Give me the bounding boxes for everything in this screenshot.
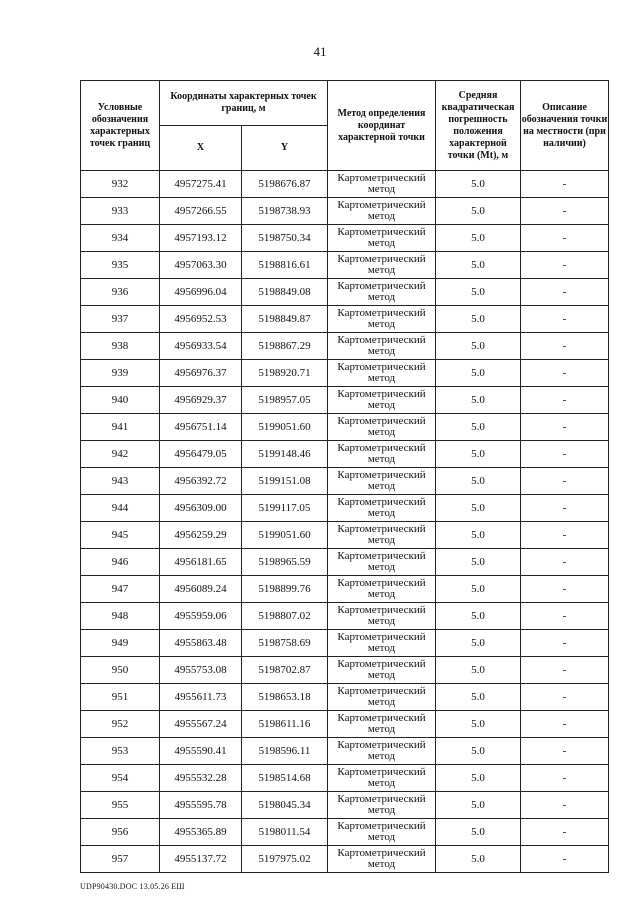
header-method: Метод определения координат характерной точки: [328, 81, 436, 171]
cell-point: 943: [81, 468, 160, 495]
cell-method: [328, 792, 436, 819]
cell-x: 4957266.55: [160, 198, 242, 225]
cell-accuracy: 5.0: [436, 549, 521, 576]
cell-y: 5199151.08: [242, 468, 328, 495]
method-line-2: метод: [367, 723, 396, 735]
method-line-2: метод: [367, 237, 396, 249]
method-line-2: метод: [367, 534, 396, 546]
cell-description: -: [521, 792, 609, 819]
cell-accuracy: 5.0: [436, 630, 521, 657]
method-line-2: метод: [367, 426, 396, 438]
cell-y: 5198611.16: [242, 711, 328, 738]
table-row: [81, 387, 609, 414]
table-row: [81, 198, 609, 225]
method-line-1: Картометрический: [337, 172, 426, 184]
cell-description: -: [521, 279, 609, 306]
method-line-1: Картометрический: [337, 847, 426, 859]
cell-point: 939: [81, 360, 160, 387]
cell-method: [328, 549, 436, 576]
cell-description: -: [521, 495, 609, 522]
cell-method: [328, 252, 436, 279]
table-row: [81, 441, 609, 468]
table-row: [81, 603, 609, 630]
table-row: [81, 684, 609, 711]
cell-point: 934: [81, 225, 160, 252]
cell-accuracy: 5.0: [436, 441, 521, 468]
cell-method: [328, 387, 436, 414]
cell-x: 4956952.53: [160, 306, 242, 333]
cell-x: 4956479.05: [160, 441, 242, 468]
cell-description: -: [521, 387, 609, 414]
cell-y: 5198807.02: [242, 603, 328, 630]
method-line-1: Картометрический: [337, 469, 426, 481]
table-row: [81, 306, 609, 333]
cell-x: 4955753.08: [160, 657, 242, 684]
cell-description: -: [521, 522, 609, 549]
cell-accuracy: 5.0: [436, 360, 521, 387]
cell-y: 5198738.93: [242, 198, 328, 225]
cell-y: 5198758.69: [242, 630, 328, 657]
cell-y: 5198045.34: [242, 792, 328, 819]
header-x: X: [160, 126, 242, 171]
cell-description: -: [521, 414, 609, 441]
cell-x: 4956751.14: [160, 414, 242, 441]
cell-x: 4955611.73: [160, 684, 242, 711]
cell-point: 948: [81, 603, 160, 630]
method-line-1: Картометрический: [337, 361, 426, 373]
method-line-1: Картометрический: [337, 658, 426, 670]
cell-method: [328, 333, 436, 360]
cell-description: -: [521, 306, 609, 333]
cell-point: 937: [81, 306, 160, 333]
method-line-2: метод: [367, 507, 396, 519]
cell-point: 945: [81, 522, 160, 549]
table-row: [81, 414, 609, 441]
method-line-1: Картометрический: [337, 442, 426, 454]
method-line-1: Картометрический: [337, 226, 426, 238]
cell-x: 4955959.06: [160, 603, 242, 630]
cell-y: 5198899.76: [242, 576, 328, 603]
cell-method: [328, 576, 436, 603]
cell-accuracy: 5.0: [436, 387, 521, 414]
cell-method: [328, 468, 436, 495]
table-row: [81, 738, 609, 765]
cell-description: -: [521, 171, 609, 198]
cell-accuracy: 5.0: [436, 765, 521, 792]
cell-method: [328, 630, 436, 657]
method-line-1: Картометрический: [337, 577, 426, 589]
cell-description: -: [521, 468, 609, 495]
cell-point: 957: [81, 846, 160, 873]
cell-x: 4955863.48: [160, 630, 242, 657]
cell-accuracy: 5.0: [436, 738, 521, 765]
page-number: 41: [313, 44, 327, 59]
cell-point: 949: [81, 630, 160, 657]
method-line-1: Картометрический: [337, 523, 426, 535]
coordinates-table: [80, 80, 609, 873]
cell-point: 944: [81, 495, 160, 522]
method-line-2: метод: [367, 642, 396, 654]
method-line-1: Картометрический: [337, 415, 426, 427]
cell-description: -: [521, 738, 609, 765]
header-accuracy: Средняя квадратическая погрешность положения характерной точки (Mt), м: [436, 81, 521, 171]
cell-accuracy: 5.0: [436, 279, 521, 306]
cell-x: 4955595.78: [160, 792, 242, 819]
table-row: [81, 495, 609, 522]
cell-point: 946: [81, 549, 160, 576]
cell-accuracy: 5.0: [436, 684, 521, 711]
cell-description: -: [521, 198, 609, 225]
cell-y: 5198596.11: [242, 738, 328, 765]
cell-description: -: [521, 360, 609, 387]
cell-accuracy: 5.0: [436, 522, 521, 549]
cell-y: 5198514.68: [242, 765, 328, 792]
cell-x: 4956259.29: [160, 522, 242, 549]
method-line-1: Картометрический: [337, 793, 426, 805]
cell-x: 4955567.24: [160, 711, 242, 738]
cell-y: 5198920.71: [242, 360, 328, 387]
cell-accuracy: 5.0: [436, 198, 521, 225]
cell-description: -: [521, 684, 609, 711]
cell-x: 4955590.41: [160, 738, 242, 765]
method-line-1: Картометрический: [337, 550, 426, 562]
table-row: [81, 765, 609, 792]
cell-x: 4957063.30: [160, 252, 242, 279]
cell-accuracy: 5.0: [436, 792, 521, 819]
cell-y: 5197975.02: [242, 846, 328, 873]
method-line-2: метод: [367, 804, 396, 816]
method-line-2: метод: [367, 588, 396, 600]
method-line-1: Картометрический: [337, 604, 426, 616]
cell-accuracy: 5.0: [436, 468, 521, 495]
table-row: [81, 333, 609, 360]
cell-method: [328, 279, 436, 306]
cell-x: 4956181.65: [160, 549, 242, 576]
cell-method: [328, 765, 436, 792]
cell-x: 4956929.37: [160, 387, 242, 414]
cell-description: -: [521, 333, 609, 360]
cell-description: -: [521, 549, 609, 576]
cell-accuracy: 5.0: [436, 414, 521, 441]
method-line-2: метод: [367, 291, 396, 303]
cell-description: -: [521, 630, 609, 657]
cell-y: 5198676.87: [242, 171, 328, 198]
cell-description: -: [521, 846, 609, 873]
method-line-2: метод: [367, 777, 396, 789]
table-row: [81, 252, 609, 279]
cell-x: 4956089.24: [160, 576, 242, 603]
cell-method: [328, 171, 436, 198]
cell-accuracy: 5.0: [436, 711, 521, 738]
method-line-1: Картометрический: [337, 820, 426, 832]
method-line-1: Картометрический: [337, 739, 426, 751]
cell-point: 938: [81, 333, 160, 360]
cell-method: [328, 495, 436, 522]
cell-accuracy: 5.0: [436, 603, 521, 630]
cell-x: 4956976.37: [160, 360, 242, 387]
cell-point: 941: [81, 414, 160, 441]
table-row: [81, 360, 609, 387]
method-line-2: метод: [367, 264, 396, 276]
cell-description: -: [521, 441, 609, 468]
cell-y: 5198849.08: [242, 279, 328, 306]
cell-x: 4955365.89: [160, 819, 242, 846]
cell-y: 5198653.18: [242, 684, 328, 711]
method-line-2: метод: [367, 453, 396, 465]
cell-description: -: [521, 765, 609, 792]
cell-point: 954: [81, 765, 160, 792]
cell-method: [328, 360, 436, 387]
table-row: [81, 468, 609, 495]
method-line-2: метод: [367, 345, 396, 357]
cell-x: 4956309.00: [160, 495, 242, 522]
cell-method: [328, 846, 436, 873]
method-line-2: метод: [367, 858, 396, 870]
cell-description: -: [521, 603, 609, 630]
table-row: [81, 225, 609, 252]
cell-y: 5199051.60: [242, 522, 328, 549]
method-line-1: Картометрический: [337, 712, 426, 724]
cell-accuracy: 5.0: [436, 252, 521, 279]
cell-y: 5198816.61: [242, 252, 328, 279]
cell-method: [328, 603, 436, 630]
cell-x: 4956996.04: [160, 279, 242, 306]
cell-method: [328, 441, 436, 468]
cell-x: 4955137.72: [160, 846, 242, 873]
cell-description: -: [521, 576, 609, 603]
cell-accuracy: 5.0: [436, 819, 521, 846]
cell-point: 950: [81, 657, 160, 684]
cell-point: 933: [81, 198, 160, 225]
header-point-label: Условные обозначения характерных точек границ: [81, 81, 160, 171]
cell-method: [328, 711, 436, 738]
header-y: Y: [242, 126, 328, 171]
cell-point: 947: [81, 576, 160, 603]
method-line-1: Картометрический: [337, 280, 426, 292]
cell-point: 932: [81, 171, 160, 198]
method-line-2: метод: [367, 183, 396, 195]
cell-method: [328, 225, 436, 252]
cell-description: -: [521, 657, 609, 684]
method-line-1: Картометрический: [337, 388, 426, 400]
table-row: [81, 522, 609, 549]
cell-description: -: [521, 252, 609, 279]
cell-y: 5198702.87: [242, 657, 328, 684]
document-footer: UDP90430.DOC 13.05.26 ЕШ: [80, 882, 185, 891]
table-row: [81, 711, 609, 738]
cell-method: [328, 738, 436, 765]
method-line-2: метод: [367, 399, 396, 411]
cell-description: -: [521, 225, 609, 252]
cell-accuracy: 5.0: [436, 846, 521, 873]
cell-y: 5198867.29: [242, 333, 328, 360]
cell-x: 4956933.54: [160, 333, 242, 360]
cell-y: 5198750.34: [242, 225, 328, 252]
cell-point: 953: [81, 738, 160, 765]
method-line-1: Картометрический: [337, 199, 426, 211]
method-line-1: Картометрический: [337, 685, 426, 697]
cell-x: 4957275.41: [160, 171, 242, 198]
cell-x: 4956392.72: [160, 468, 242, 495]
method-line-2: метод: [367, 318, 396, 330]
cell-x: 4957193.12: [160, 225, 242, 252]
method-line-2: метод: [367, 831, 396, 843]
cell-accuracy: 5.0: [436, 495, 521, 522]
cell-y: 5198965.59: [242, 549, 328, 576]
cell-method: [328, 819, 436, 846]
cell-method: [328, 414, 436, 441]
table-row: [81, 846, 609, 873]
cell-point: 955: [81, 792, 160, 819]
method-line-1: Картометрический: [337, 496, 426, 508]
cell-description: -: [521, 711, 609, 738]
cell-accuracy: 5.0: [436, 657, 521, 684]
table-row: [81, 576, 609, 603]
cell-method: [328, 657, 436, 684]
method-line-2: метод: [367, 480, 396, 492]
cell-point: 935: [81, 252, 160, 279]
cell-y: 5199148.46: [242, 441, 328, 468]
cell-point: 942: [81, 441, 160, 468]
cell-y: 5198957.05: [242, 387, 328, 414]
method-line-2: метод: [367, 696, 396, 708]
cell-x: 4955532.28: [160, 765, 242, 792]
cell-method: [328, 306, 436, 333]
cell-accuracy: 5.0: [436, 306, 521, 333]
cell-accuracy: 5.0: [436, 576, 521, 603]
cell-y: 5198011.54: [242, 819, 328, 846]
method-line-2: метод: [367, 210, 396, 222]
method-line-1: Картометрический: [337, 631, 426, 643]
table-row: [81, 657, 609, 684]
method-line-1: Картометрический: [337, 253, 426, 265]
method-line-1: Картометрический: [337, 334, 426, 346]
cell-accuracy: 5.0: [436, 225, 521, 252]
cell-y: 5199051.60: [242, 414, 328, 441]
cell-description: -: [521, 819, 609, 846]
table-row: [81, 819, 609, 846]
cell-point: 952: [81, 711, 160, 738]
cell-point: 940: [81, 387, 160, 414]
header-coordinates: Координаты характерных точек границ, м: [160, 81, 328, 126]
table-row: [81, 630, 609, 657]
table-row: [81, 792, 609, 819]
cell-method: [328, 522, 436, 549]
cell-y: 5198849.87: [242, 306, 328, 333]
header-description: Описание обозначения точки на местности (при наличии): [521, 81, 609, 171]
cell-accuracy: 5.0: [436, 171, 521, 198]
table-row: [81, 549, 609, 576]
cell-accuracy: 5.0: [436, 333, 521, 360]
cell-method: [328, 198, 436, 225]
cell-y: 5199117.05: [242, 495, 328, 522]
method-line-2: метод: [367, 615, 396, 627]
method-line-1: Картометрический: [337, 307, 426, 319]
cell-point: 936: [81, 279, 160, 306]
method-line-2: метод: [367, 669, 396, 681]
method-line-2: метод: [367, 372, 396, 384]
method-line-1: Картометрический: [337, 766, 426, 778]
cell-method: [328, 684, 436, 711]
table-row: [81, 279, 609, 306]
method-line-2: метод: [367, 561, 396, 573]
cell-point: 956: [81, 819, 160, 846]
table-row: [81, 171, 609, 198]
cell-point: 951: [81, 684, 160, 711]
method-line-2: метод: [367, 750, 396, 762]
